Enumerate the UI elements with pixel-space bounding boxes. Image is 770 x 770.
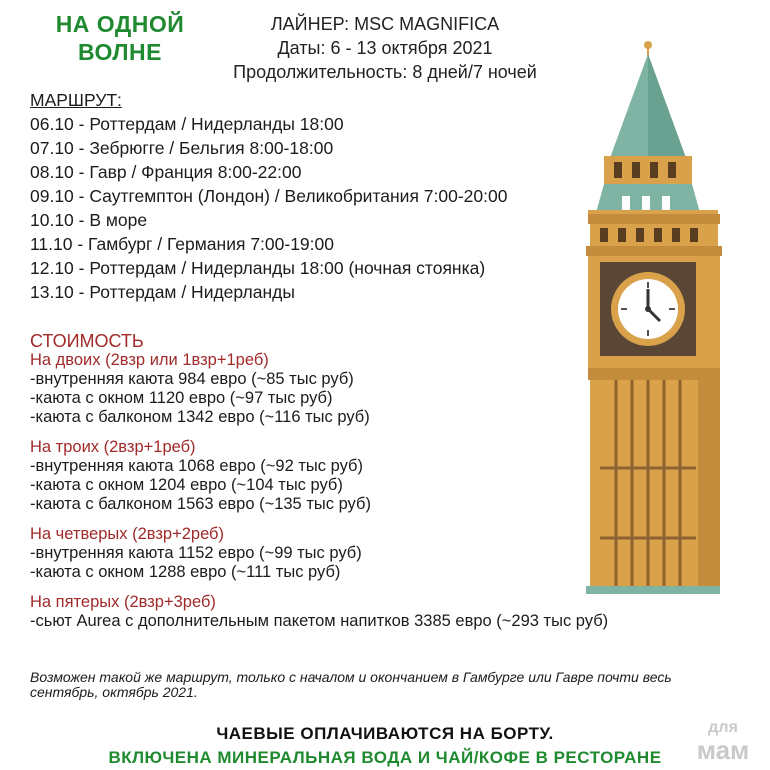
- route-item: 12.10 - Роттердам / Нидерланды 18:00 (ночная стоянка): [30, 258, 486, 278]
- price-group-heading: На двоих (2взр или 1взр+1реб): [30, 351, 269, 369]
- watermark-line-1: для: [708, 719, 738, 736]
- prices-title: СТОИМОСТЬ: [30, 331, 144, 351]
- price-group-five: [30, 593, 730, 631]
- price-item: -внутренняя каюта 984 евро (~85 тыс руб): [30, 370, 354, 388]
- ship-name: ЛАЙНЕР: MSC MAGNIFICA: [270, 14, 500, 34]
- route-item: 10.10 - В море: [30, 210, 148, 230]
- footer: [0, 722, 770, 770]
- route-item: 08.10 - Гавр / Франция 8:00-22:00: [30, 162, 302, 182]
- logo-line-2: ВОЛНЕ: [78, 39, 162, 65]
- price-item: -каюта с окном 1288 евро (~111 тыс руб): [30, 563, 341, 581]
- route-item: 13.10 - Роттердам / Нидерланды: [30, 282, 295, 302]
- footer-included: ВКЛЮЧЕНА МИНЕРАЛЬНАЯ ВОДА И ЧАЙ/КОФЕ В РЕСТОРАНЕ: [108, 748, 662, 767]
- price-group-heading: На троих (2взр+1реб): [30, 438, 196, 456]
- route-item: 09.10 - Саутгемптон (Лондон) / Великобритания 7:00-20:00: [30, 186, 508, 206]
- watermark-line-2: мам: [696, 735, 750, 765]
- cruise-duration: Продолжительность: 8 дней/7 ночей: [233, 62, 537, 82]
- route-section: [30, 88, 507, 304]
- route-item: 11.10 - Гамбург / Германия 7:00-19:00: [30, 234, 334, 254]
- footer-tips: ЧАЕВЫЕ ОПЛАЧИВАЮТСЯ НА БОРТУ.: [216, 724, 554, 743]
- route-note: Возможен такой же маршрут, только с началом и окончанием в Гамбурге или Гавре почти весь сентябрь, октябрь 2021.: [30, 669, 672, 700]
- cruise-dates: Даты: 6 - 13 октября 2021: [277, 38, 493, 58]
- price-item: -каюта с балконом 1342 евро (~116 тыс руб): [30, 408, 370, 426]
- brand-logo: [40, 10, 200, 66]
- logo-line-1: НА ОДНОЙ: [55, 11, 185, 37]
- big-ben-icon: [580, 38, 730, 598]
- cruise-header: [200, 12, 570, 84]
- price-item: -сьют Aurea с дополнительным пакетом напитков 3385 евро (~293 тыс руб): [30, 612, 609, 630]
- price-group-heading: На четверых (2взр+2реб): [30, 525, 225, 543]
- price-group-heading: На пятерых (2взр+3реб): [30, 593, 216, 611]
- route-title: МАРШРУТ:: [30, 90, 122, 110]
- price-item: -каюта с окном 1204 евро (~104 тыс руб): [30, 476, 343, 494]
- route-item: 07.10 - Зебрюгге / Бельгия 8:00-18:00: [30, 138, 334, 158]
- price-item: -внутренняя каюта 1152 евро (~99 тыс руб): [30, 544, 362, 562]
- route-item: 06.10 - Роттердам / Нидерланды 18:00: [30, 114, 344, 134]
- price-item: -каюта с балконом 1563 евро (~135 тыс руб): [30, 495, 371, 513]
- price-item: -каюта с окном 1120 евро (~97 тыс руб): [30, 389, 333, 407]
- price-item: -внутренняя каюта 1068 евро (~92 тыс руб): [30, 457, 363, 475]
- watermark-logo: [683, 718, 763, 765]
